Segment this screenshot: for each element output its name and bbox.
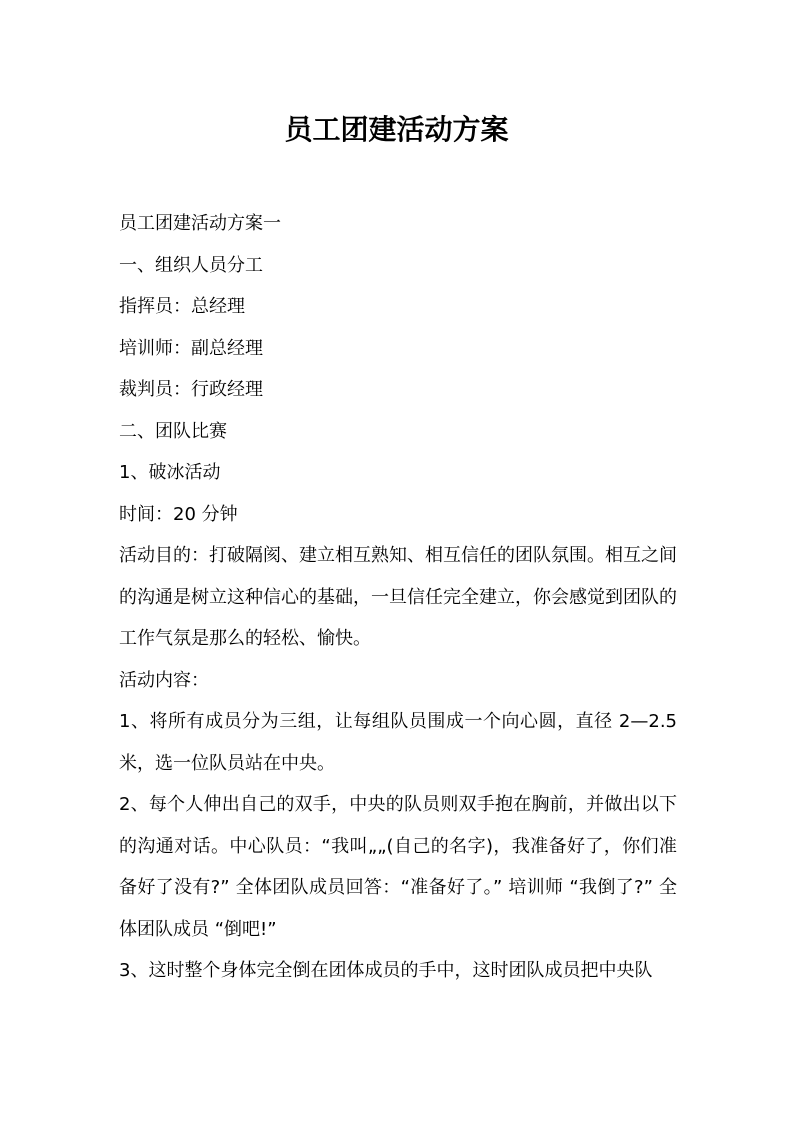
- paragraph: 时间：20 分钟: [119, 503, 238, 525]
- section-heading: 员工团建活动方案一: [119, 213, 281, 234]
- paragraph: 裁判员：行政经理: [119, 379, 263, 400]
- section-heading: 一、组织人员分工: [119, 254, 263, 276]
- paragraph: 1、将所有成员分为三组，让每组队员围成一个向心圆，直径 2—2.5 米，选一位队员站在中央。: [119, 711, 677, 774]
- paragraph: 指挥员：总经理: [119, 296, 245, 317]
- document-body: [119, 203, 677, 992]
- paragraph: 3、这时整个身体完全倒在团体成员的手中，这时团队成员把中央队: [119, 960, 653, 981]
- paragraph: 活动内容：: [119, 669, 209, 691]
- paragraph: 2、每个人伸出自己的双手，中央的队员则双手抱在胸前，并做出以下的沟通对话。中心队员：“我叫„„(自己的名字)，我准备好了，你们准备好了没有?” 全体团队成员回答：“准备好了。” 培训师 “我倒了?” 全体团队成员 “倒吧!”: [119, 794, 677, 940]
- paragraph: 培训师：副总经理: [119, 337, 263, 359]
- document-title: 员工团建活动方案: [284, 113, 509, 146]
- paragraph: 活动目的：打破隔阂、建立相互熟知、相互信任的团队氛围。相互之间的沟通是树立这种信心的基础，一旦信任完全建立，你会感觉到团队的工作气氛是那么的轻松、愉快。: [119, 545, 677, 649]
- section-heading: 二、团队比赛: [119, 420, 227, 442]
- section-heading: 1、破冰活动: [119, 462, 221, 483]
